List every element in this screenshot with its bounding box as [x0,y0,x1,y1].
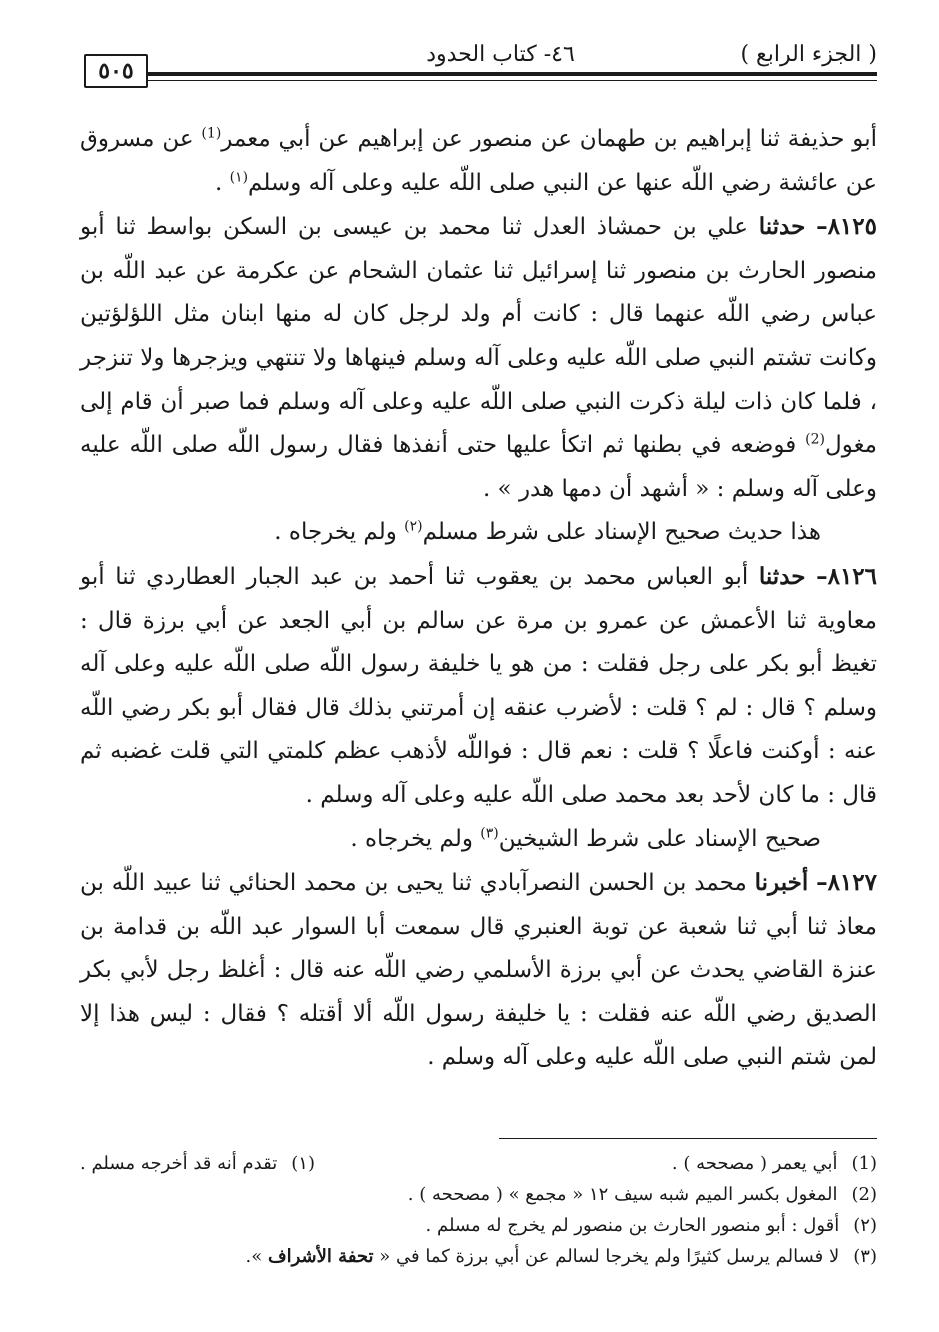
hadith-8125 [80,205,877,511]
footnote-text: أبي يعمر ( مصحح‍ه ) . [671,1153,838,1174]
header-rule-thick [148,72,877,76]
page-number: ٥٠٥ [84,54,148,88]
hadith-lead: حدثنا [758,213,806,241]
footnote-text: المغول بكسر الميم شبه سيف ١٢ « مجمع » ( مصححه ) . [407,1184,838,1205]
hadith-lead: حدثنا [758,562,806,590]
continuation-paragraph [80,118,877,205]
footnote-mark: (١) [291,1153,315,1174]
footnote-mark: (1) [851,1153,877,1174]
footnote-ref: (2) [805,431,825,448]
hadith-8126-grade [80,818,877,862]
book-title: تحفة الأشراف [267,1246,374,1267]
footnote-separator [499,1138,877,1139]
hadith-lead: أخبرنا [754,869,809,897]
hadith-number: ٨١٢٥– [816,213,877,241]
volume-label: ( الجزء الرابع ) [740,42,877,67]
page-header [84,36,877,90]
footnote-3 [246,1241,878,1272]
footnotes [80,1148,877,1272]
text-run: أبو حذيفة ثنا إبراهيم بن طهمان عن منصور عن إبراهيم عن أبي معمر [221,126,877,152]
footnote-mark: (٣) [853,1246,877,1267]
text-run: عن مسروق عن عائشة رضي اللّه عنها عن النبي صلى اللّه عليه وعلى آله وسلم [80,126,877,196]
text-run: صحيح الإسناد على شرط الشيخين [498,825,821,852]
footnote-ref: (1) [201,125,222,142]
text-run: محمد بن الحسن النصرآبادي ثنا يحيى بن محمد الحنائي ثنا عبيد اللّه بن معاذ ثنا أبي ثنا شعبة عن توبة العنبري قال سمعت أبا السوار عبد اللّه بن قدامة بن عنزة القاضي يحدث عن أبي برزة الأسلمي رضي اللّه عنه قال : أغلظ رجل لأبي بكر الصديق رضي اللّه عنه فقلت : يا خليفة رسول اللّه ألا أقتله ؟ فقال : ليس هذا إلا لمن شتم النبي صلى اللّه عليه وعلى آله وسلم . [80,870,877,1071]
text-run: أبو العباس محمد بن يعقوب ثنا أحمد بن عبد الجبار العطاردي ثنا أبو معاوية ثنا الأعمش عن عمرو بن مرة عن سالم بن أبي الجعد عن أبي برزة قال : تغيظ أبو بكر على رجل فقلت : من هو يا خليفة رسول اللّه صلى اللّه عليه وعلى آله وسلم ؟ قال : لم ؟ قلت : لأضرب عنقه إن أمرتني بذلك قال فقال أبو بكر رضي اللّه عنه : أوكنت فاعلًا ؟ قلت : نعم قال : فواللّه لأذهب عظم كلمتي التي قلت غضبه ثم قال : ما كان لأحد بعد محمد صلى اللّه عليه وعلى آله وسلم . [80,563,877,808]
footnote-2-alt [426,1210,877,1241]
main-text [80,118,877,1080]
footnote-row [80,1241,877,1272]
hadith-8125-grade [80,511,877,555]
footnote-1-alt [80,1148,315,1179]
footnote-mark: (2) [851,1184,877,1205]
header-rule-thin [148,80,877,81]
footnote-2 [408,1179,877,1210]
footnote-text: لا فسالم يرسل كثيرًا ولم يخرجا لسالم عن أبي برزة كما في « [373,1246,840,1267]
footnote-row [80,1210,877,1241]
footnote-text: أقول : أبو منصور الحارث بن منصور لم يخرج له مسلم . [425,1215,840,1236]
footnote-text: تقدم أنه قد أخرجه مسلم . [80,1153,278,1174]
text-run: ولم يخرجاه . [274,519,405,546]
footnote-row [80,1148,877,1179]
hadith-8126 [80,555,877,818]
text-run: هذا حديث صحيح الإسناد على شرط مسلم [422,519,821,546]
hadith-8127 [80,861,877,1080]
text-run: . [214,169,230,196]
hadith-number: ٨١٢٦– [816,562,878,590]
text-run: علي بن حمشاذ العدل ثنا محمد بن عيسى بن السكن بواسط ثنا أبو منصور الحارث بن منصور ثنا إسرائيل ثنا عثمان الشحام عن عكرمة عن عبد اللّه بن عباس رضي اللّه عنهما قال : كانت أم ولد لرجل كان له منها ابنان مثل اللؤلؤتين وكانت تشتم النبي صلى اللّه عليه وعلى آله وسلم فينهاها ولا تنتهي ويزجرها ولا تنزجر ، فلما كان ذات ليلة ذكرت النبي صلى اللّه عليه وعلى آله وسلم فما صبر أن قام إلى مغول [80,214,877,459]
footnote-row [80,1179,877,1210]
footnote-mark: (٢) [853,1215,877,1236]
footnote-ref: (٣) [480,824,499,841]
text-run: ولم يخرجاه . [350,825,481,852]
footnote-ref: (١) [229,168,249,185]
hadith-number: ٨١٢٧– [816,869,877,897]
footnote-ref: (٢) [404,518,423,535]
footnote-text: ». [245,1246,268,1267]
text-run: فوضعه في بطنها ثم اتكأ عليها حتى أنفذها فقال رسول اللّه صلى اللّه عليه وعلى آله وسلم : « أشهد أن دمها هدر » . [80,432,877,502]
footnote-1 [672,1148,877,1179]
chapter-title: ٤٦- كتاب الحدود [426,42,575,67]
